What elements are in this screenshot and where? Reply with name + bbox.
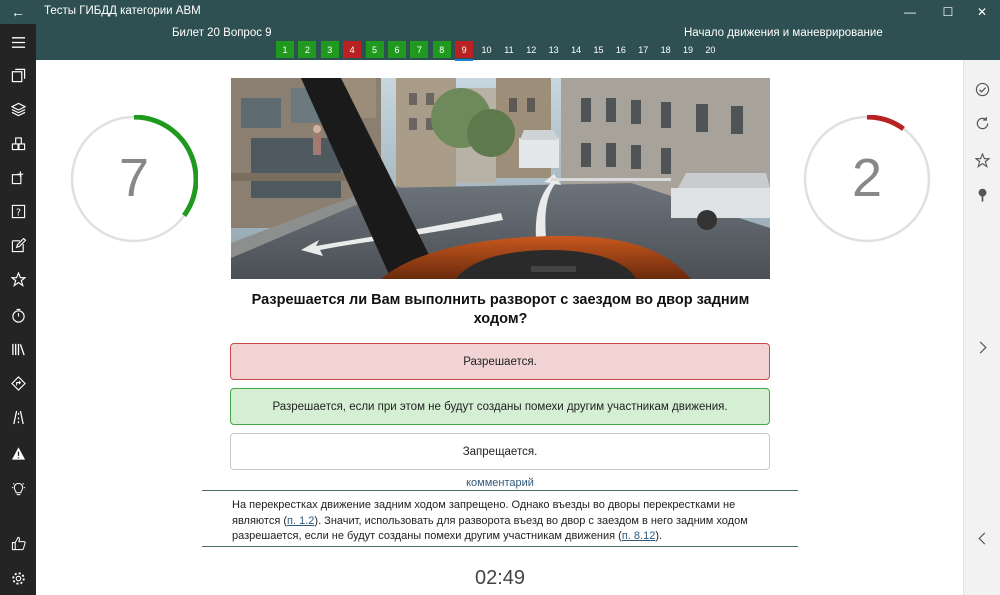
question-nav-button[interactable]: 12 <box>526 44 537 55</box>
question-nav-button[interactable]: 17 <box>638 44 649 55</box>
layers-icon[interactable] <box>0 94 36 124</box>
star-icon[interactable] <box>0 264 36 294</box>
correct-count-ring <box>70 115 198 243</box>
question-header <box>36 24 1000 60</box>
edit-icon[interactable] <box>0 230 36 260</box>
answer-option-1-label: Разрешается. <box>463 355 537 368</box>
menu-icon[interactable] <box>0 27 36 57</box>
question-nav-button[interactable]: 3 <box>321 41 339 58</box>
wrong-count: 2 <box>851 148 883 208</box>
ticket-label: Билет 20 Вопрос 9 <box>172 27 272 39</box>
question-nav-button[interactable]: 13 <box>548 44 559 55</box>
minimize-button[interactable]: — <box>904 5 916 19</box>
countdown-timer: 02:49 <box>474 567 526 589</box>
close-button[interactable]: ✕ <box>976 5 988 19</box>
tickets-icon[interactable] <box>0 60 36 90</box>
question-nav-button[interactable]: 7 <box>410 41 428 58</box>
answer-option-3[interactable] <box>230 433 770 470</box>
question-nav-button[interactable]: 19 <box>683 44 694 55</box>
question-nav-button[interactable]: 20 <box>705 44 716 55</box>
add-box-icon[interactable] <box>0 162 36 192</box>
road-icon[interactable] <box>0 402 36 432</box>
comment-text <box>232 498 777 545</box>
svg-text:?: ? <box>15 206 21 218</box>
comment-panel <box>202 490 798 547</box>
question-nav-button[interactable]: 9 <box>455 41 473 58</box>
comment-part-2: ). Значит, использовать для разворота въезд во двор с заездом в него задним ходом разрешается, если не будут созданы помехи другим участникам движения ( <box>232 514 748 542</box>
stopwatch-icon[interactable] <box>0 300 36 330</box>
favorite-star-icon[interactable] <box>964 147 1000 173</box>
pin-icon[interactable] <box>964 181 1000 207</box>
question-nav-button[interactable]: 4 <box>343 41 361 58</box>
chevron-left-icon[interactable] <box>964 525 1000 551</box>
question-nav-button[interactable]: 8 <box>433 41 451 58</box>
question-nav-button[interactable]: 5 <box>366 41 384 58</box>
chevron-right-icon[interactable] <box>964 334 1000 360</box>
grid-icon[interactable] <box>0 128 36 158</box>
library-icon[interactable] <box>0 334 36 364</box>
question-nav-button[interactable]: 6 <box>388 41 406 58</box>
question-navigator <box>276 41 724 58</box>
question-nav-button[interactable]: 16 <box>615 44 626 55</box>
wrong-count-ring <box>803 115 931 243</box>
right-sidebar <box>963 60 1000 595</box>
comment-toggle[interactable]: комментарий <box>466 477 534 489</box>
thumbs-up-icon[interactable] <box>0 528 36 558</box>
back-button[interactable]: ← <box>11 4 25 20</box>
answer-option-2-label: Разрешается, если при этом не будут созданы помехи другим участникам движения. <box>272 400 728 413</box>
question-text: Разрешается ли Вам выполнить разворот с заездом во двор задним ходом? <box>251 292 750 327</box>
question-nav-button[interactable]: 2 <box>298 41 316 58</box>
settings-icon[interactable] <box>0 563 36 593</box>
question-nav-button[interactable]: 15 <box>593 44 604 55</box>
maximize-button[interactable]: ☐ <box>942 5 954 19</box>
question-box-icon[interactable] <box>0 196 36 226</box>
rule-link-8-12[interactable]: п. 8.12 <box>621 530 656 542</box>
rule-link-1-2[interactable]: п. 1.2 <box>287 514 315 527</box>
title-bar <box>0 0 1000 24</box>
topic-label: Начало движения и маневрирование <box>684 27 883 39</box>
comment-part-1: На перекрестках движение задним ходом запрещено. Однако въезды во дворы перекрестками не являются ( <box>232 499 736 527</box>
window-title: Тесты ГИБДД категории АВМ <box>44 5 201 17</box>
answer-option-1[interactable] <box>230 343 770 380</box>
comment-part-3: ). <box>655 530 663 542</box>
question-nav-button[interactable]: 1 <box>276 41 294 58</box>
answer-option-2[interactable] <box>230 388 770 425</box>
warning-icon[interactable] <box>0 438 36 468</box>
correct-count: 7 <box>118 148 150 208</box>
answer-option-3-label: Запрещается. <box>462 445 538 458</box>
question-nav-button[interactable]: 14 <box>571 44 582 55</box>
question-nav-button[interactable]: 11 <box>504 44 514 55</box>
bulb-icon[interactable] <box>0 474 36 504</box>
question-nav-button[interactable]: 18 <box>660 44 671 55</box>
road-sign-icon[interactable] <box>0 368 36 398</box>
question-image <box>231 78 770 279</box>
left-sidebar <box>0 24 36 595</box>
question-nav-button[interactable]: 10 <box>481 44 492 55</box>
check-circle-icon[interactable] <box>964 76 1000 102</box>
refresh-icon[interactable] <box>964 110 1000 136</box>
